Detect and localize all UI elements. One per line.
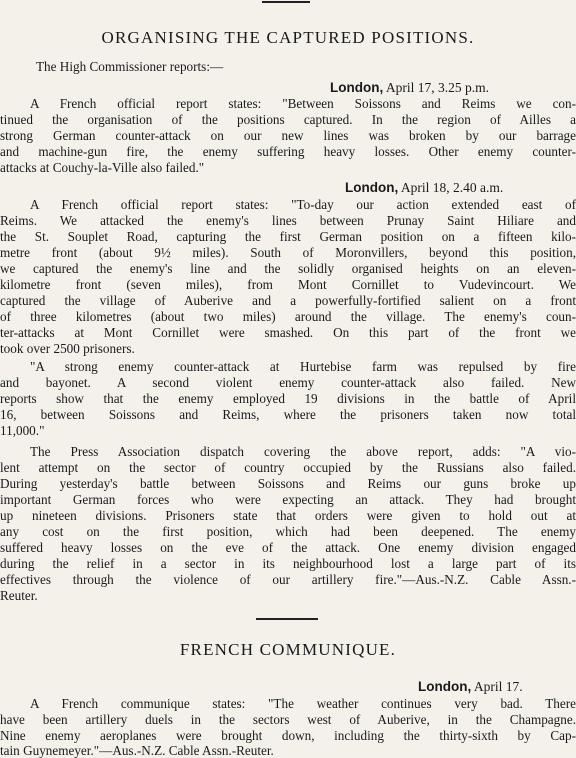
text-line: A French communique states: "The weather continues very bad. There (30, 696, 576, 711)
dateline-communique (418, 679, 523, 695)
text-line: took over 2500 prisoners. (0, 341, 135, 356)
section-heading-french-communique: FRENCH COMMUNIQUE. (179, 640, 397, 659)
top-rule (262, 1, 310, 3)
dateline-date: April 17, 3.25 p.m. (385, 80, 489, 95)
section-heading-organising: ORGANISING THE CAPTURED POSITIONS. (101, 28, 475, 47)
text-line: captured the village of Auberive and a powerfully-fortified salient on a front (0, 293, 576, 308)
text-line: during the relief in a sector in its neighbourhood lost a large part of its (0, 556, 576, 571)
text-line: tinued the organisation of the positions captured. In the region of Ailles a (0, 112, 576, 127)
text-line: of three kilometres (about two miles) around the village. The enemy's coun- (0, 309, 576, 324)
text-line: 11,000." (0, 423, 45, 438)
text-line: the St. Souplet Road, capturing the first German position on a fifteen kilo- (0, 229, 576, 244)
dateline-date: April 18, 2.40 a.m. (400, 180, 504, 195)
text-line: attacks at Couchy-la-Ville also failed." (0, 160, 205, 175)
text-line: "A strong enemy counter-attack at Hurtebise farm was repulsed by fire (30, 359, 576, 374)
text-line: Reims. We attacked the enemy's lines between Prunay Saint Hiliare and (0, 213, 576, 228)
text-line: The Press Association dispatch covering the above report, adds: "A vio- (30, 444, 576, 459)
text-line: and bayonet. A second violent enemy counter-attack also failed. New (0, 375, 576, 390)
dateline-april-17 (330, 80, 489, 96)
text-line: reports show that the enemy employed 19 divisions in the battle of April (0, 391, 576, 406)
text-line: suffered heavy losses on the eve of the attack. One enemy division engaged (0, 540, 576, 555)
text-line: have been artillery duels in the sectors west of Auberive, in the Champagne. (0, 712, 576, 727)
dateline-april-18 (345, 180, 503, 196)
text-line: important German forces who were expecting an attack. They had brought (0, 492, 576, 507)
text-line: A French official report states: "To-day our action extended east of (30, 197, 576, 212)
text-line: 16, between Soissons and Reims, where the prisoners taken now total (0, 407, 576, 422)
text-line: Nine enemy aeroplanes were brought down, including the thirty-sixth by Cap- (0, 728, 576, 743)
dateline-place: London, (330, 80, 384, 95)
text-line: tain Guynemeyer."—Aus.-N.Z. Cable Assn.-Reuter. (0, 743, 274, 758)
text-line: A French official report states: "Between Soissons and Reims we con- (30, 96, 576, 111)
section-divider-rule (256, 618, 318, 620)
dateline-place: London, (418, 679, 472, 694)
text-line: During yesterday's battle between Soissons and Reims our guns broke up (0, 476, 576, 491)
intro-line: The High Commissioner reports:— (36, 59, 224, 74)
text-line: any cost on the first position, which had been deepened. The enemy (0, 524, 576, 539)
text-line: effectives through the violence of our artillery fire."—Aus.-N.Z. Cable Assn.- (0, 572, 576, 587)
text-line: and machine-gun fire, the enemy suffering heavy losses. Other enemy counter- (0, 144, 576, 159)
text-line: ter-attacks at Mont Cornillet were smashed. On this part of the front we (0, 325, 576, 340)
text-line: strong German counter-attack on our new lines was broken by our barrage (0, 128, 576, 143)
text-line: we captured the enemy's line and the solidly organised heights on an eleven- (0, 261, 576, 276)
dateline-place: London, (345, 180, 399, 195)
text-line: up nineteen divisions. Prisoners state that orders were given to hold out at (0, 508, 576, 523)
text-line: lent attempt on the sector of country occupied by the Russians also failed. (0, 460, 576, 475)
text-line: kilometre front (seven miles), from Mont Cornillet to Vudevincourt. We (0, 277, 576, 292)
dateline-date: April 17. (473, 679, 523, 694)
text-line: metre front (about 9½ miles). South of Moronvillers, beyond this position, (0, 245, 576, 260)
text-line: Reuter. (0, 588, 38, 603)
